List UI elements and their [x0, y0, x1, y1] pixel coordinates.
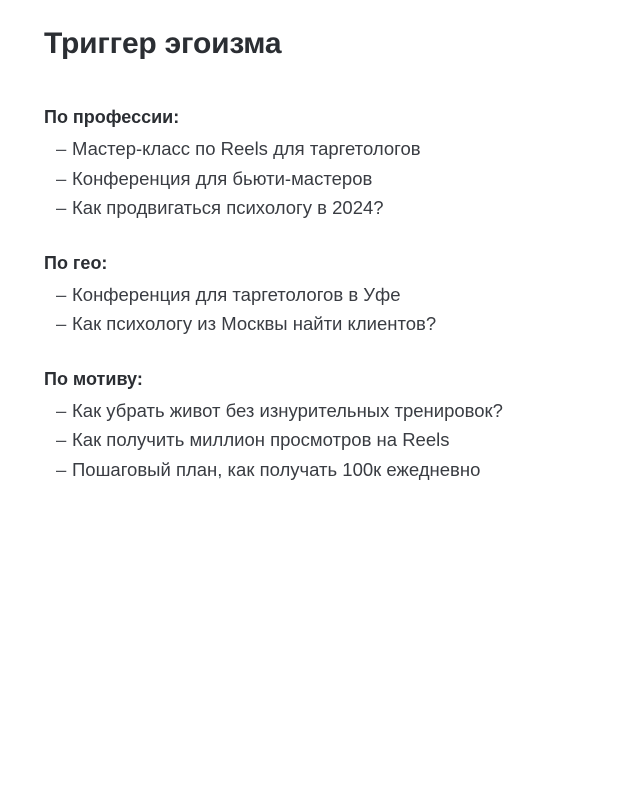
- section-item-list: [44, 397, 601, 483]
- list-item-label: Конференция для бьюти-мастеров: [72, 167, 373, 189]
- list-item-label: Как психологу из Москвы найти клиентов?: [72, 313, 437, 335]
- dash-bullet-icon: –: [56, 167, 67, 189]
- dash-bullet-icon: –: [56, 197, 67, 219]
- section-heading: По профессии:: [44, 107, 180, 127]
- section-heading: По гео:: [44, 252, 108, 273]
- list-item-label: Как убрать живот без изнурительных тренировок?: [72, 400, 503, 422]
- section-geo: [44, 252, 601, 338]
- list-item: [44, 397, 601, 424]
- list-item-label: Пошаговый план, как получать 100к ежедневно: [72, 458, 481, 480]
- section-motive: [44, 368, 601, 484]
- list-item-label: Конференция для таргетологов в Уфе: [72, 283, 401, 305]
- list-item: [44, 426, 601, 453]
- list-item-label: Мастер-класс по Reels для таргетологов: [72, 138, 421, 160]
- dash-bullet-icon: –: [56, 400, 67, 422]
- list-item-label: Как продвигаться психологу в 2024?: [72, 197, 384, 219]
- page-title: Триггер эгоизма: [44, 27, 282, 60]
- dash-bullet-icon: –: [56, 313, 67, 335]
- dash-bullet-icon: –: [56, 429, 67, 451]
- list-item: [44, 281, 601, 308]
- section-profession: [44, 106, 601, 222]
- section-heading: По мотиву:: [44, 368, 143, 389]
- section-item-list: [44, 135, 601, 221]
- list-item: [44, 310, 601, 337]
- dash-bullet-icon: –: [56, 138, 67, 160]
- dash-bullet-icon: –: [56, 458, 67, 480]
- list-item-label: Как получить миллион просмотров на Reels: [72, 429, 450, 451]
- list-item: [44, 194, 601, 221]
- list-item: [44, 135, 601, 162]
- section-item-list: [44, 281, 601, 338]
- dash-bullet-icon: –: [56, 283, 67, 305]
- list-item: [44, 165, 601, 192]
- list-item: [44, 456, 601, 483]
